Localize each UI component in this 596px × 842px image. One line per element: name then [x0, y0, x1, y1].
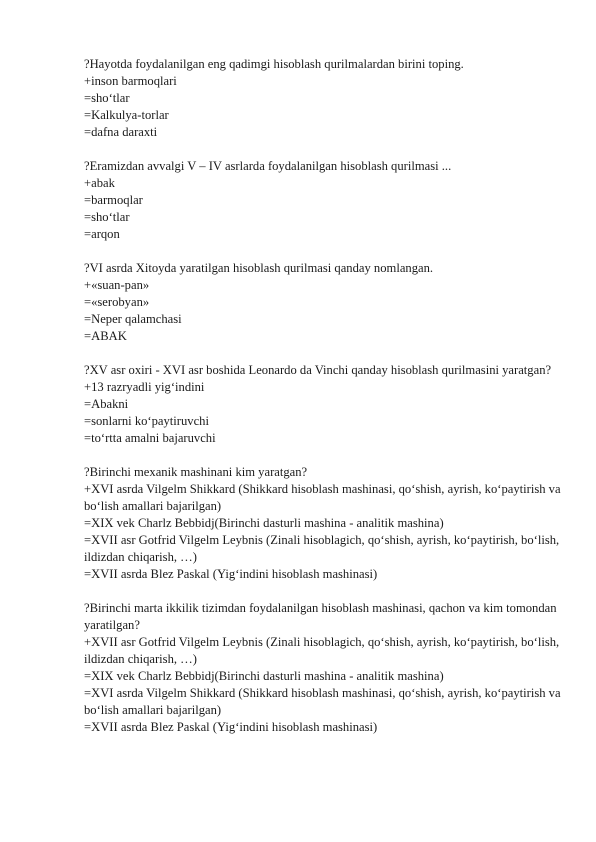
- answer-option: =XIX vek Charlz Bebbidj(Birinchi dasturli mashina - analitik mashina): [84, 669, 444, 683]
- answer-option: =sho‘tlar: [84, 91, 130, 105]
- answer-option: =XVII asrda Blez Paskal (Yig‘indini hisoblash mashinasi): [84, 720, 378, 734]
- question-text: ?Hayotda foydalanilgan eng qadimgi hisoblash qurilmalardan birini toping.: [84, 57, 464, 71]
- question-block: [84, 464, 564, 583]
- answer-option: =Abakni: [84, 397, 129, 411]
- question-block: [84, 600, 564, 736]
- answer-option: =sonlarni ko‘paytiruvchi: [84, 414, 209, 428]
- answer-option: =XVII asrda Blez Paskal (Yig‘indini hisoblash mashinasi): [84, 567, 378, 581]
- answer-option-correct: +XVII asr Gotfrid Vilgelm Leybnis (Zinali hisoblagich, qo‘shish, ayrish, ko‘paytirish, bo‘lish, ildizdan chiqarish, …): [84, 635, 560, 666]
- answer-option: =Neper qalamchasi: [84, 312, 182, 326]
- answer-option-correct: +13 razryadli yig‘indini: [84, 380, 205, 394]
- question-text: ?VI asrda Xitoyda yaratilgan hisoblash qurilmasi qanday nomlangan.: [84, 261, 434, 275]
- question-text: ?Birinchi marta ikkilik tizimdan foydalanilgan hisoblash mashinasi, qachon va kim tomondan yaratilgan?: [84, 601, 557, 632]
- question-block: [84, 362, 564, 447]
- answer-option: =XVII asr Gotfrid Vilgelm Leybnis (Zinali hisoblagich, qo‘shish, ayrish, ko‘paytirish, bo‘lish, ildizdan chiqarish, …): [84, 533, 560, 564]
- question-block: [84, 56, 564, 141]
- question-block: [84, 158, 564, 243]
- question-text: ?Eramizdan avvalgi V – IV asrlarda foydalanilgan hisoblash qurilmasi ...: [84, 159, 452, 173]
- document-page: [84, 56, 564, 753]
- answer-option-correct: +XVI asrda Vilgelm Shikkard (Shikkard hisoblash mashinasi, qo‘shish, ayrish, ko‘paytirish va bo‘lish amallari bajarilgan): [84, 482, 561, 513]
- answer-option: =ABAK: [84, 329, 127, 343]
- question-text: ?Birinchi mexanik mashinani kim yaratgan?: [84, 465, 308, 479]
- answer-option: =barmoqlar: [84, 193, 143, 207]
- answer-option-correct: +abak: [84, 176, 115, 190]
- answer-option: =sho‘tlar: [84, 210, 130, 224]
- answer-option-correct: +«suan-pan»: [84, 278, 150, 292]
- answer-option-correct: +inson barmoqlari: [84, 74, 177, 88]
- answer-option: =XIX vek Charlz Bebbidj(Birinchi dasturli mashina - analitik mashina): [84, 516, 444, 530]
- question-block: [84, 260, 564, 345]
- answer-option: =dafna daraxti: [84, 125, 158, 139]
- answer-option: =XVI asrda Vilgelm Shikkard (Shikkard hisoblash mashinasi, qo‘shish, ayrish, ko‘paytirish va bo‘lish amallari bajarilgan): [84, 686, 561, 717]
- answer-option: =arqon: [84, 227, 120, 241]
- answer-option: =to‘rtta amalni bajaruvchi: [84, 431, 216, 445]
- answer-option: =«serobyan»: [84, 295, 150, 309]
- question-text: ?XV asr oxiri - XVI asr boshida Leonardo da Vinchi qanday hisoblash qurilmasini yaratgan?: [84, 363, 552, 377]
- answer-option: =Kalkulya-torlar: [84, 108, 169, 122]
